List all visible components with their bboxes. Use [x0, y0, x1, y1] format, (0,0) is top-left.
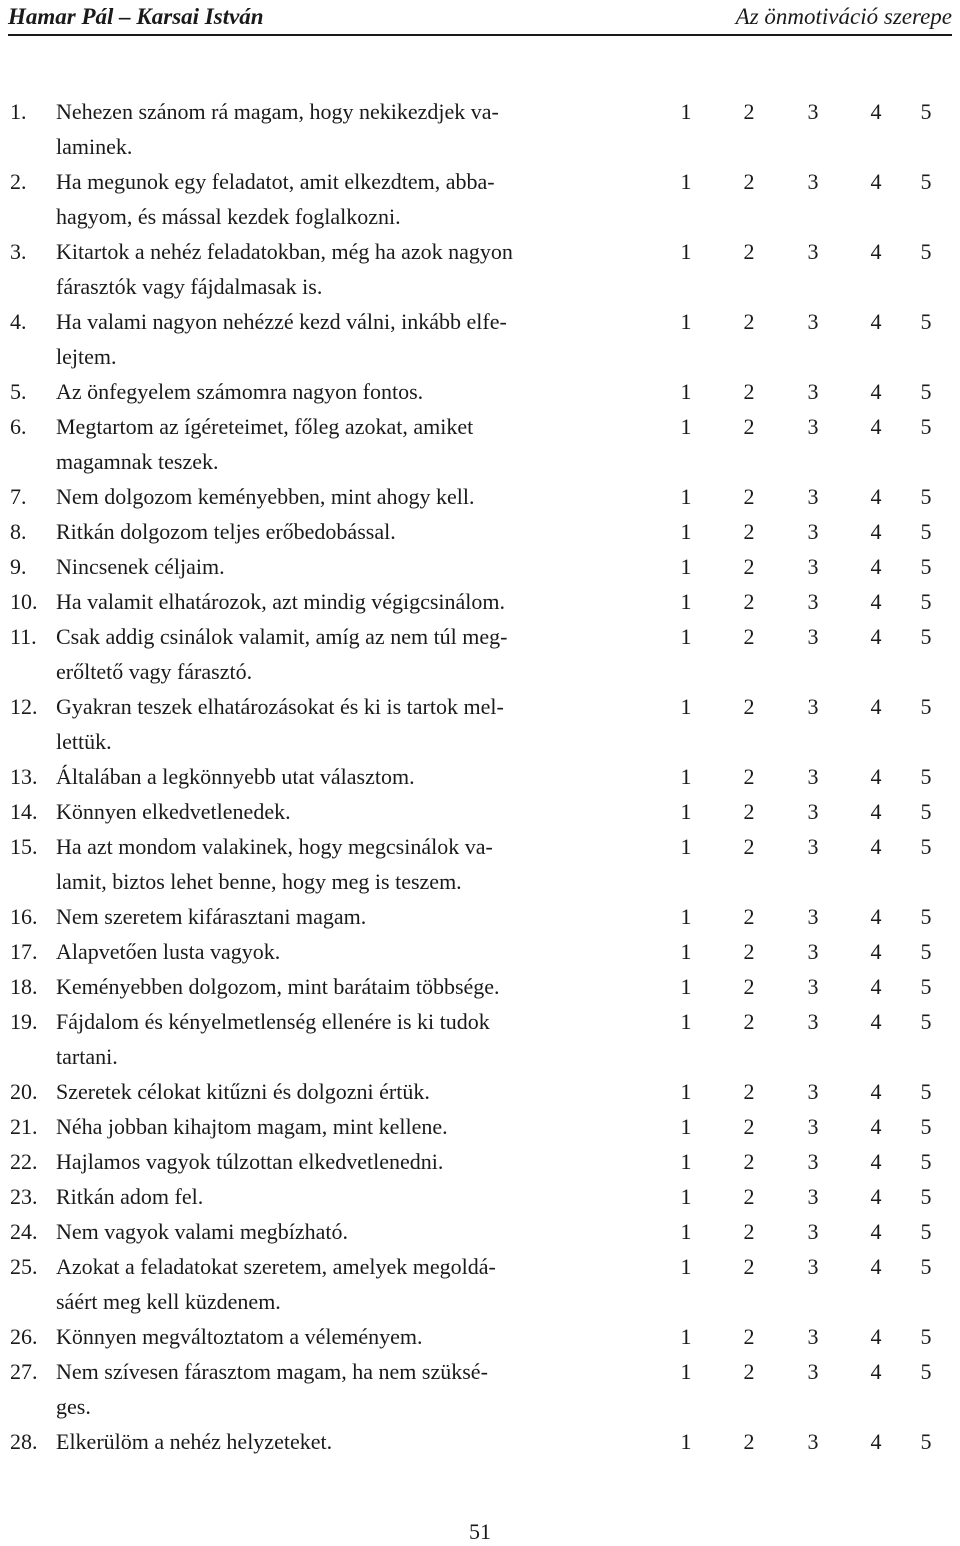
scale-option[interactable]: 1: [680, 1009, 692, 1034]
scale-option[interactable]: 4: [870, 1009, 882, 1034]
questionnaire-item: [0, 304, 960, 374]
rating-scale: [672, 1004, 942, 1039]
scale-option[interactable]: 2: [743, 554, 755, 579]
scale-option[interactable]: 5: [920, 1114, 932, 1139]
scale-option[interactable]: 5: [920, 764, 932, 789]
scale-option[interactable]: 4: [870, 939, 882, 964]
scale-option[interactable]: 2: [743, 834, 755, 859]
rating-scale: [672, 1179, 942, 1214]
questionnaire-item: [0, 1354, 960, 1424]
item-statement: Az önfegyelem számomra nagyon fontos.: [56, 379, 424, 404]
rating-scale: [672, 1144, 942, 1179]
scale-option[interactable]: 2: [743, 974, 755, 999]
item-number: 12.: [10, 694, 38, 719]
item-number: 13.: [10, 764, 38, 789]
questionnaire-item: [0, 374, 960, 409]
scale-option[interactable]: 5: [920, 1009, 932, 1034]
item-statement: Ritkán adom fel.: [56, 1184, 204, 1209]
rating-scale: [672, 409, 942, 444]
questionnaire-item: [0, 1214, 960, 1249]
item-statement: Szeretek célokat kitűzni és dolgozni értük.: [56, 1079, 430, 1104]
scale-option[interactable]: 3: [807, 1254, 819, 1279]
questionnaire-item: [0, 94, 960, 164]
item-statement: Elkerülöm a nehéz helyzeteket.: [56, 1429, 333, 1454]
scale-option[interactable]: 4: [870, 834, 882, 859]
rating-scale: [672, 549, 942, 584]
questionnaire-item: [0, 409, 960, 479]
scale-option[interactable]: 4: [870, 99, 882, 124]
item-statement: Ha valami nagyon nehézzé kezd válni, inkább elfe- lejtem.: [56, 309, 507, 369]
item-statement: Kitartok a nehéz feladatokban, még ha azok nagyon fárasztók vagy fájdalmasak is.: [56, 239, 513, 299]
rating-scale: [672, 374, 942, 409]
scale-option[interactable]: 5: [920, 239, 932, 264]
scale-option[interactable]: 2: [743, 99, 755, 124]
scale-option[interactable]: 2: [743, 309, 755, 334]
scale-option[interactable]: 4: [870, 414, 882, 439]
scale-option[interactable]: 3: [807, 484, 819, 509]
item-number: 9.: [10, 554, 27, 579]
scale-option[interactable]: 2: [743, 799, 755, 824]
scale-option[interactable]: 1: [680, 1079, 692, 1104]
item-statement: Keményebben dolgozom, mint barátaim többsége.: [56, 974, 500, 999]
scale-option[interactable]: 1: [680, 239, 692, 264]
scale-option[interactable]: 4: [870, 974, 882, 999]
item-statement: Nem vagyok valami megbízható.: [56, 1219, 349, 1244]
rating-scale: [672, 164, 942, 199]
scale-option[interactable]: 4: [870, 519, 882, 544]
item-statement: Nem szeretem kifárasztani magam.: [56, 904, 367, 929]
scale-option[interactable]: 3: [807, 1079, 819, 1104]
scale-option[interactable]: 5: [920, 309, 932, 334]
header-authors: Hamar Pál – Karsai István: [8, 4, 264, 29]
scale-option[interactable]: 1: [680, 1359, 692, 1384]
scale-option[interactable]: 1: [680, 1219, 692, 1244]
questionnaire-item: [0, 619, 960, 689]
scale-option[interactable]: 2: [743, 379, 755, 404]
scale-option[interactable]: 3: [807, 904, 819, 929]
scale-option[interactable]: 3: [807, 694, 819, 719]
scale-option[interactable]: 3: [807, 1324, 819, 1349]
page-number: 51: [469, 1519, 491, 1544]
rating-scale: [672, 899, 942, 934]
questionnaire-item: [0, 759, 960, 794]
scale-option[interactable]: 4: [870, 1079, 882, 1104]
scale-option[interactable]: 4: [870, 694, 882, 719]
item-statement: Nem dolgozom keményebben, mint ahogy kell.: [56, 484, 475, 509]
rating-scale: [672, 759, 942, 794]
scale-option[interactable]: 4: [870, 554, 882, 579]
scale-option[interactable]: 4: [870, 1114, 882, 1139]
item-number: 10.: [10, 589, 38, 614]
scale-option[interactable]: 5: [920, 694, 932, 719]
questionnaire-item: [0, 794, 960, 829]
item-statement: Alapvetően lusta vagyok.: [56, 939, 281, 964]
scale-option[interactable]: 1: [680, 519, 692, 544]
scale-option[interactable]: 5: [920, 1079, 932, 1104]
scale-option[interactable]: 5: [920, 1254, 932, 1279]
scale-option[interactable]: 3: [807, 834, 819, 859]
scale-option[interactable]: 3: [807, 589, 819, 614]
item-number: 25.: [10, 1254, 38, 1279]
item-number: 7.: [10, 484, 27, 509]
questionnaire-item: [0, 1109, 960, 1144]
scale-option[interactable]: 1: [680, 554, 692, 579]
scale-option[interactable]: 4: [870, 1254, 882, 1279]
item-statement: Hajlamos vagyok túlzottan elkedvetlenedni.: [56, 1149, 444, 1174]
questionnaire-item: [0, 829, 960, 899]
scale-option[interactable]: 2: [743, 624, 755, 649]
scale-option[interactable]: 5: [920, 589, 932, 614]
item-number: 15.: [10, 834, 38, 859]
item-statement: Gyakran teszek elhatározásokat és ki is tartok mel- lettük.: [56, 694, 504, 754]
rating-scale: [672, 1249, 942, 1284]
item-statement: Megtartom az ígéreteimet, főleg azokat, amiket magamnak teszek.: [56, 414, 474, 474]
item-number: 20.: [10, 1079, 38, 1104]
rating-scale: [672, 1354, 942, 1389]
questionnaire-item: [0, 689, 960, 759]
scale-option[interactable]: 3: [807, 1009, 819, 1034]
header-title: Az önmotiváció szerepe: [735, 4, 952, 29]
questionnaire-item: [0, 234, 960, 304]
item-statement: Könnyen megváltoztatom a véleményem.: [56, 1324, 423, 1349]
questionnaire-item: [0, 584, 960, 619]
scale-option[interactable]: 3: [807, 1359, 819, 1384]
scale-option[interactable]: 5: [920, 1324, 932, 1349]
scale-option[interactable]: 1: [680, 974, 692, 999]
questionnaire-items: [0, 94, 960, 1459]
scale-option[interactable]: 4: [870, 309, 882, 334]
scale-option[interactable]: 2: [743, 1254, 755, 1279]
item-number: 14.: [10, 799, 38, 824]
rating-scale: [672, 304, 942, 339]
item-statement: Nincsenek céljaim.: [56, 554, 225, 579]
scale-option[interactable]: 3: [807, 624, 819, 649]
item-statement: Csak addig csinálok valamit, amíg az nem túl meg- erőltető vagy fárasztó.: [56, 624, 508, 684]
questionnaire-item: [0, 1179, 960, 1214]
scale-option[interactable]: 2: [743, 1429, 755, 1454]
scale-option[interactable]: 1: [680, 799, 692, 824]
scale-option[interactable]: 1: [680, 834, 692, 859]
scale-option[interactable]: 5: [920, 904, 932, 929]
questionnaire-item: [0, 479, 960, 514]
scale-option[interactable]: 5: [920, 379, 932, 404]
scale-option[interactable]: 5: [920, 1219, 932, 1244]
scale-option[interactable]: 2: [743, 414, 755, 439]
item-number: 3.: [10, 239, 27, 264]
scale-option[interactable]: 1: [680, 1149, 692, 1174]
rating-scale: [672, 584, 942, 619]
scale-option[interactable]: 2: [743, 169, 755, 194]
scale-option[interactable]: 4: [870, 484, 882, 509]
scale-option[interactable]: 2: [743, 1114, 755, 1139]
item-number: 16.: [10, 904, 38, 929]
rating-scale: [672, 1319, 942, 1354]
scale-option[interactable]: 4: [870, 379, 882, 404]
scale-option[interactable]: 2: [743, 1219, 755, 1244]
item-statement: Ha megunok egy feladatot, amit elkezdtem, abba- hagyom, és mással kezdek foglalkozni.: [56, 169, 495, 229]
scale-option[interactable]: 5: [920, 519, 932, 544]
questionnaire-item: [0, 1249, 960, 1319]
questionnaire-item: [0, 1074, 960, 1109]
scale-option[interactable]: 4: [870, 1324, 882, 1349]
scale-option[interactable]: 1: [680, 939, 692, 964]
item-number: 21.: [10, 1114, 38, 1139]
item-number: 22.: [10, 1149, 38, 1174]
scale-option[interactable]: 3: [807, 169, 819, 194]
scale-option[interactable]: 1: [680, 1184, 692, 1209]
item-number: 5.: [10, 379, 27, 404]
scale-option[interactable]: 2: [743, 694, 755, 719]
scale-option[interactable]: 3: [807, 974, 819, 999]
scale-option[interactable]: 4: [870, 764, 882, 789]
scale-option[interactable]: 1: [680, 1429, 692, 1454]
item-number: 4.: [10, 309, 27, 334]
rating-scale: [672, 479, 942, 514]
scale-option[interactable]: 4: [870, 589, 882, 614]
item-number: 23.: [10, 1184, 38, 1209]
scale-option[interactable]: 1: [680, 484, 692, 509]
scale-option[interactable]: 4: [870, 624, 882, 649]
item-statement: Néha jobban kihajtom magam, mint kellene.: [56, 1114, 448, 1139]
scale-option[interactable]: 5: [920, 624, 932, 649]
scale-option[interactable]: 3: [807, 519, 819, 544]
rating-scale: [672, 1214, 942, 1249]
item-number: 17.: [10, 939, 38, 964]
scale-option[interactable]: 2: [743, 519, 755, 544]
scale-option[interactable]: 5: [920, 939, 932, 964]
scale-option[interactable]: 2: [743, 484, 755, 509]
questionnaire-item: [0, 1004, 960, 1074]
scale-option[interactable]: 3: [807, 1184, 819, 1209]
scale-option[interactable]: 4: [870, 1184, 882, 1209]
questionnaire-item: [0, 1144, 960, 1179]
scale-option[interactable]: 4: [870, 169, 882, 194]
item-number: 24.: [10, 1219, 38, 1244]
item-statement: Ha valamit elhatározok, azt mindig végigcsinálom.: [56, 589, 506, 614]
rating-scale: [672, 794, 942, 829]
scale-option[interactable]: 3: [807, 1149, 819, 1174]
rating-scale: [672, 1074, 942, 1109]
item-number: 19.: [10, 1009, 38, 1034]
scale-option[interactable]: 3: [807, 379, 819, 404]
scale-option[interactable]: 2: [743, 1184, 755, 1209]
questionnaire-item: [0, 969, 960, 1004]
scale-option[interactable]: 1: [680, 1254, 692, 1279]
item-statement: Könnyen elkedvetlenedek.: [56, 799, 291, 824]
item-number: 26.: [10, 1324, 38, 1349]
scale-option[interactable]: 3: [807, 939, 819, 964]
scale-option[interactable]: 3: [807, 239, 819, 264]
scale-option[interactable]: 2: [743, 589, 755, 614]
item-number: 8.: [10, 519, 27, 544]
rating-scale: [672, 689, 942, 724]
item-statement: Általában a legkönnyebb utat választom.: [56, 764, 415, 789]
questionnaire-item: [0, 514, 960, 549]
scale-option[interactable]: 4: [870, 1219, 882, 1244]
scale-option[interactable]: 5: [920, 799, 932, 824]
item-statement: Ha azt mondom valakinek, hogy megcsinálok va- lamit, biztos lehet benne, hogy meg is teszem.: [56, 834, 493, 894]
scale-option[interactable]: 5: [920, 484, 932, 509]
scale-option[interactable]: 2: [743, 939, 755, 964]
rating-scale: [672, 1109, 942, 1144]
scale-option[interactable]: 1: [680, 764, 692, 789]
scale-option[interactable]: 1: [680, 589, 692, 614]
scale-option[interactable]: 4: [870, 904, 882, 929]
scale-option[interactable]: 1: [680, 414, 692, 439]
scale-option[interactable]: 3: [807, 414, 819, 439]
scale-option[interactable]: 1: [680, 169, 692, 194]
questionnaire-item: [0, 1319, 960, 1354]
rating-scale: [672, 619, 942, 654]
questionnaire-item: [0, 549, 960, 584]
scale-option[interactable]: 1: [680, 379, 692, 404]
item-number: 1.: [10, 99, 27, 124]
scale-option[interactable]: 5: [920, 99, 932, 124]
scale-option[interactable]: 5: [920, 1184, 932, 1209]
item-number: 18.: [10, 974, 38, 999]
running-header: [8, 0, 952, 36]
scale-option[interactable]: 4: [870, 1149, 882, 1174]
scale-option[interactable]: 3: [807, 764, 819, 789]
scale-option[interactable]: 1: [680, 624, 692, 649]
questionnaire-item: [0, 1424, 960, 1459]
item-statement: Nehezen szánom rá magam, hogy nekikezdjek va- laminek.: [56, 99, 499, 159]
scale-option[interactable]: 2: [743, 1324, 755, 1349]
item-number: 2.: [10, 169, 27, 194]
rating-scale: [672, 1424, 942, 1459]
questionnaire-item: [0, 934, 960, 969]
rating-scale: [672, 514, 942, 549]
scale-option[interactable]: 2: [743, 764, 755, 789]
scale-option[interactable]: 2: [743, 904, 755, 929]
scale-option[interactable]: 3: [807, 799, 819, 824]
scale-option[interactable]: 3: [807, 1114, 819, 1139]
rating-scale: [672, 94, 942, 129]
scale-option[interactable]: 1: [680, 904, 692, 929]
scale-option[interactable]: 1: [680, 99, 692, 124]
item-statement: Ritkán dolgozom teljes erőbedobással.: [56, 519, 396, 544]
scale-option[interactable]: 5: [920, 1149, 932, 1174]
scale-option[interactable]: 3: [807, 554, 819, 579]
scale-option[interactable]: 2: [743, 1149, 755, 1174]
scale-option[interactable]: 2: [743, 1079, 755, 1104]
scale-option[interactable]: 5: [920, 414, 932, 439]
rating-scale: [672, 934, 942, 969]
item-number: 27.: [10, 1359, 38, 1384]
rating-scale: [672, 969, 942, 1004]
rating-scale: [672, 829, 942, 864]
scale-option[interactable]: 1: [680, 309, 692, 334]
item-statement: Azokat a feladatokat szeretem, amelyek megoldá- sáért meg kell küzdenem.: [56, 1254, 496, 1314]
questionnaire-item: [0, 899, 960, 934]
questionnaire-item: [0, 164, 960, 234]
scale-option[interactable]: 5: [920, 1359, 932, 1384]
scale-option[interactable]: 5: [920, 1429, 932, 1454]
item-number: 6.: [10, 414, 27, 439]
scale-option[interactable]: 5: [920, 834, 932, 859]
scale-option[interactable]: 2: [743, 1359, 755, 1384]
scale-option[interactable]: 1: [680, 1114, 692, 1139]
scale-option[interactable]: 4: [870, 799, 882, 824]
item-number: 11.: [10, 624, 37, 649]
rating-scale: [672, 234, 942, 269]
item-statement: Fájdalom és kényelmetlenség ellenére is ki tudok tartani.: [56, 1009, 490, 1069]
item-statement: Nem szívesen fárasztom magam, ha nem szüksé- ges.: [56, 1359, 488, 1419]
scale-option[interactable]: 3: [807, 309, 819, 334]
scale-option[interactable]: 3: [807, 1219, 819, 1244]
item-number: 28.: [10, 1429, 38, 1454]
scale-option[interactable]: 1: [680, 694, 692, 719]
scale-option[interactable]: 4: [870, 1359, 882, 1384]
scale-option[interactable]: 3: [807, 99, 819, 124]
scale-option[interactable]: 5: [920, 974, 932, 999]
scale-option[interactable]: 2: [743, 239, 755, 264]
scale-option[interactable]: 5: [920, 554, 932, 579]
scale-option[interactable]: 5: [920, 169, 932, 194]
scale-option[interactable]: 4: [870, 239, 882, 264]
scale-option[interactable]: 3: [807, 1429, 819, 1454]
scale-option[interactable]: 1: [680, 1324, 692, 1349]
scale-option[interactable]: 4: [870, 1429, 882, 1454]
scale-option[interactable]: 2: [743, 1009, 755, 1034]
